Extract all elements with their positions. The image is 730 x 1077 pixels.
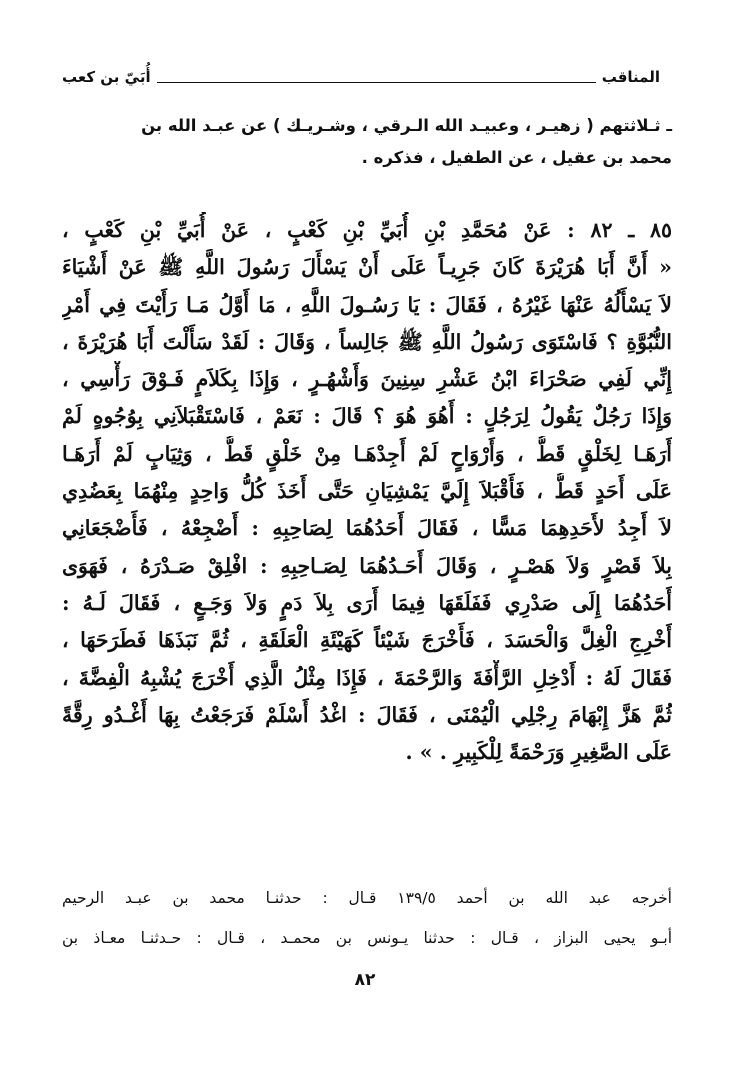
hadith-line: لاَ يَسْأَلُهُ عَنْهَا غَيْرُهُ ، فَقَالَ : يَا رَسُـولَ اللَّهِ ، مَا أَوَّلُ مَـا رَأَيْتَ فِي أَمْرِ xyxy=(62,292,672,317)
hadith-line: فَقَالَ لَهُ : أَدْخِلِ الرَّأْفَةَ وَالرَّحْمَةَ ، فَإِذَا مِثْلُ الَّذِي أَخْرَجَ يُشْبِهُ الْفِضَّةَ ، xyxy=(62,665,672,690)
intro-line: ـ ثـلاثتهم ( زهيـر ، وعبيـد الله الـرقي ، وشـريـك ) عن عبـد الله بن xyxy=(141,116,672,135)
intro-line: محمد بن عقيل ، عن الطفيل ، فذكره . xyxy=(361,148,672,167)
header-chapter-title: أُبَيّ بن كعب xyxy=(62,68,151,86)
hadith-line: أَرَهَـا لِخَلْقٍ قَطُّ ، وَأَرْوَاحٍ لَمْ أَجِدْهَـا مِنْ خَلْقٍ قَطُّ ، وَثِيَابٍ لَمْ أَرَهَـا xyxy=(62,441,672,466)
header-rule xyxy=(157,82,596,83)
hadith-line: ٨٥ ـ ٨٢ : عَنْ مُحَمَّدِ بْنِ أُبَيِّ بْنِ كَعْبٍ ، عَنْ أُبَيِّ بْنِ كَعْبٍ ، xyxy=(62,218,672,242)
page-number: ٨٢ xyxy=(354,970,376,990)
hadith-line: « أَنَّ أَبَا هُرَيْرَةَ كَانَ جَرِيـاً عَلَى أَنْ يَسْأَلَ رَسُولَ اللَّهِ ﷺ عَنْ أَشْيَاءَ xyxy=(62,255,672,280)
hadith-line: النُّبُوَّةِ ؟ فَاسْتَوَى رَسُولُ اللَّهِ ﷺ جَالِساً ، وَقَالَ : لَقَدْ سَأَلْتَ أَبَا هُرَيْرَةَ ، xyxy=(62,329,672,354)
hadith-line: إِنِّي لَفِي صَحْرَاءَ ابْنُ عَشْرِ سِنِينَ وَأَشْهُـرٍ ، وَإِذَا بِكَلاَمٍ فَـوْقَ رَأْسِي ، xyxy=(62,367,672,392)
hadith-line: عَلَى أَحَدٍ قَطُّ ، فَأَقْبَلاَ إِلَيَّ يَمْشِيَانِ حَتَّى أَخَذَ كُلُّ وَاحِدٍ مِنْهُمَا بِعَضُدِي xyxy=(62,479,672,504)
footnote-line: أبـو يحيى البزاز ، قـال : حدثنا يـونس بن محمـد ، قـال : حـدثنـا معـاذ بن xyxy=(62,929,672,947)
hadith-line: ثُمَّ هَزَّ إِبْهَامَ رِجْلِي الْيُمْنَى ، فَقَالَ : اغْدُ أَسْلَمْ فَرَجَعْتُ بِهَا أَغْـدُو رِقَّةً xyxy=(62,702,672,727)
footnote-line: أخرجه عبد الله بن أحمد ١٣٩/٥ قـال : حدثنـا محمد بن عبـد الرحيم xyxy=(62,889,672,907)
hadith-line: أَخْرِجِ الْغِلَّ وَالْحَسَدَ ، فَأَخْرَجَ شَيْئاً كَهَيْئَةِ الْعَلَقَةِ ، ثُمَّ نَبَذَهَا فَطَرَحَهَا ، xyxy=(62,628,672,653)
hadith-line: عَلَى الصَّغِيرِ وَرَحْمَةً لِلْكَبِيرِ . » . xyxy=(405,740,672,765)
hadith-line: أَحَدُهُمَا إِلَى صَدْرِي فَفَلَقَهَا فِيمَا أَرَى بِلاَ دَمٍ وَلاَ وَجَـعٍ ، فَقَالَ لَـهُ : xyxy=(62,590,672,615)
hadith-line: وَإِذَا رَجُلٌ يَقُولُ لِرَجُلٍ : أَهُوَ هُوَ ؟ قَالَ : نَعَمْ ، فَاسْتَقْبَلاَنِي بِوُجُوهٍ لَمْ xyxy=(62,404,672,429)
hadith-text xyxy=(62,212,672,771)
hadith-line: لاَ أَجِدُ لأَحَدِهِمَا مَسًّا ، فَقَالَ أَحَدُهُمَا لِصَاحِبِهِ : أَضْجِعْهُ ، فَأَضْجَعَانِي xyxy=(62,516,672,541)
running-header xyxy=(62,62,660,92)
intro-paragraph xyxy=(62,110,672,174)
header-section-title: المناقب xyxy=(601,68,660,86)
hadith-line: بِلاَ قَصْرٍ وَلاَ هَصْـرٍ ، وَقَالَ أَحَـدُهُمَا لِصَـاحِبِهِ : افْلِقْ صَـدْرَهُ ، فَهَوَى xyxy=(62,553,672,578)
footnote xyxy=(62,878,672,958)
